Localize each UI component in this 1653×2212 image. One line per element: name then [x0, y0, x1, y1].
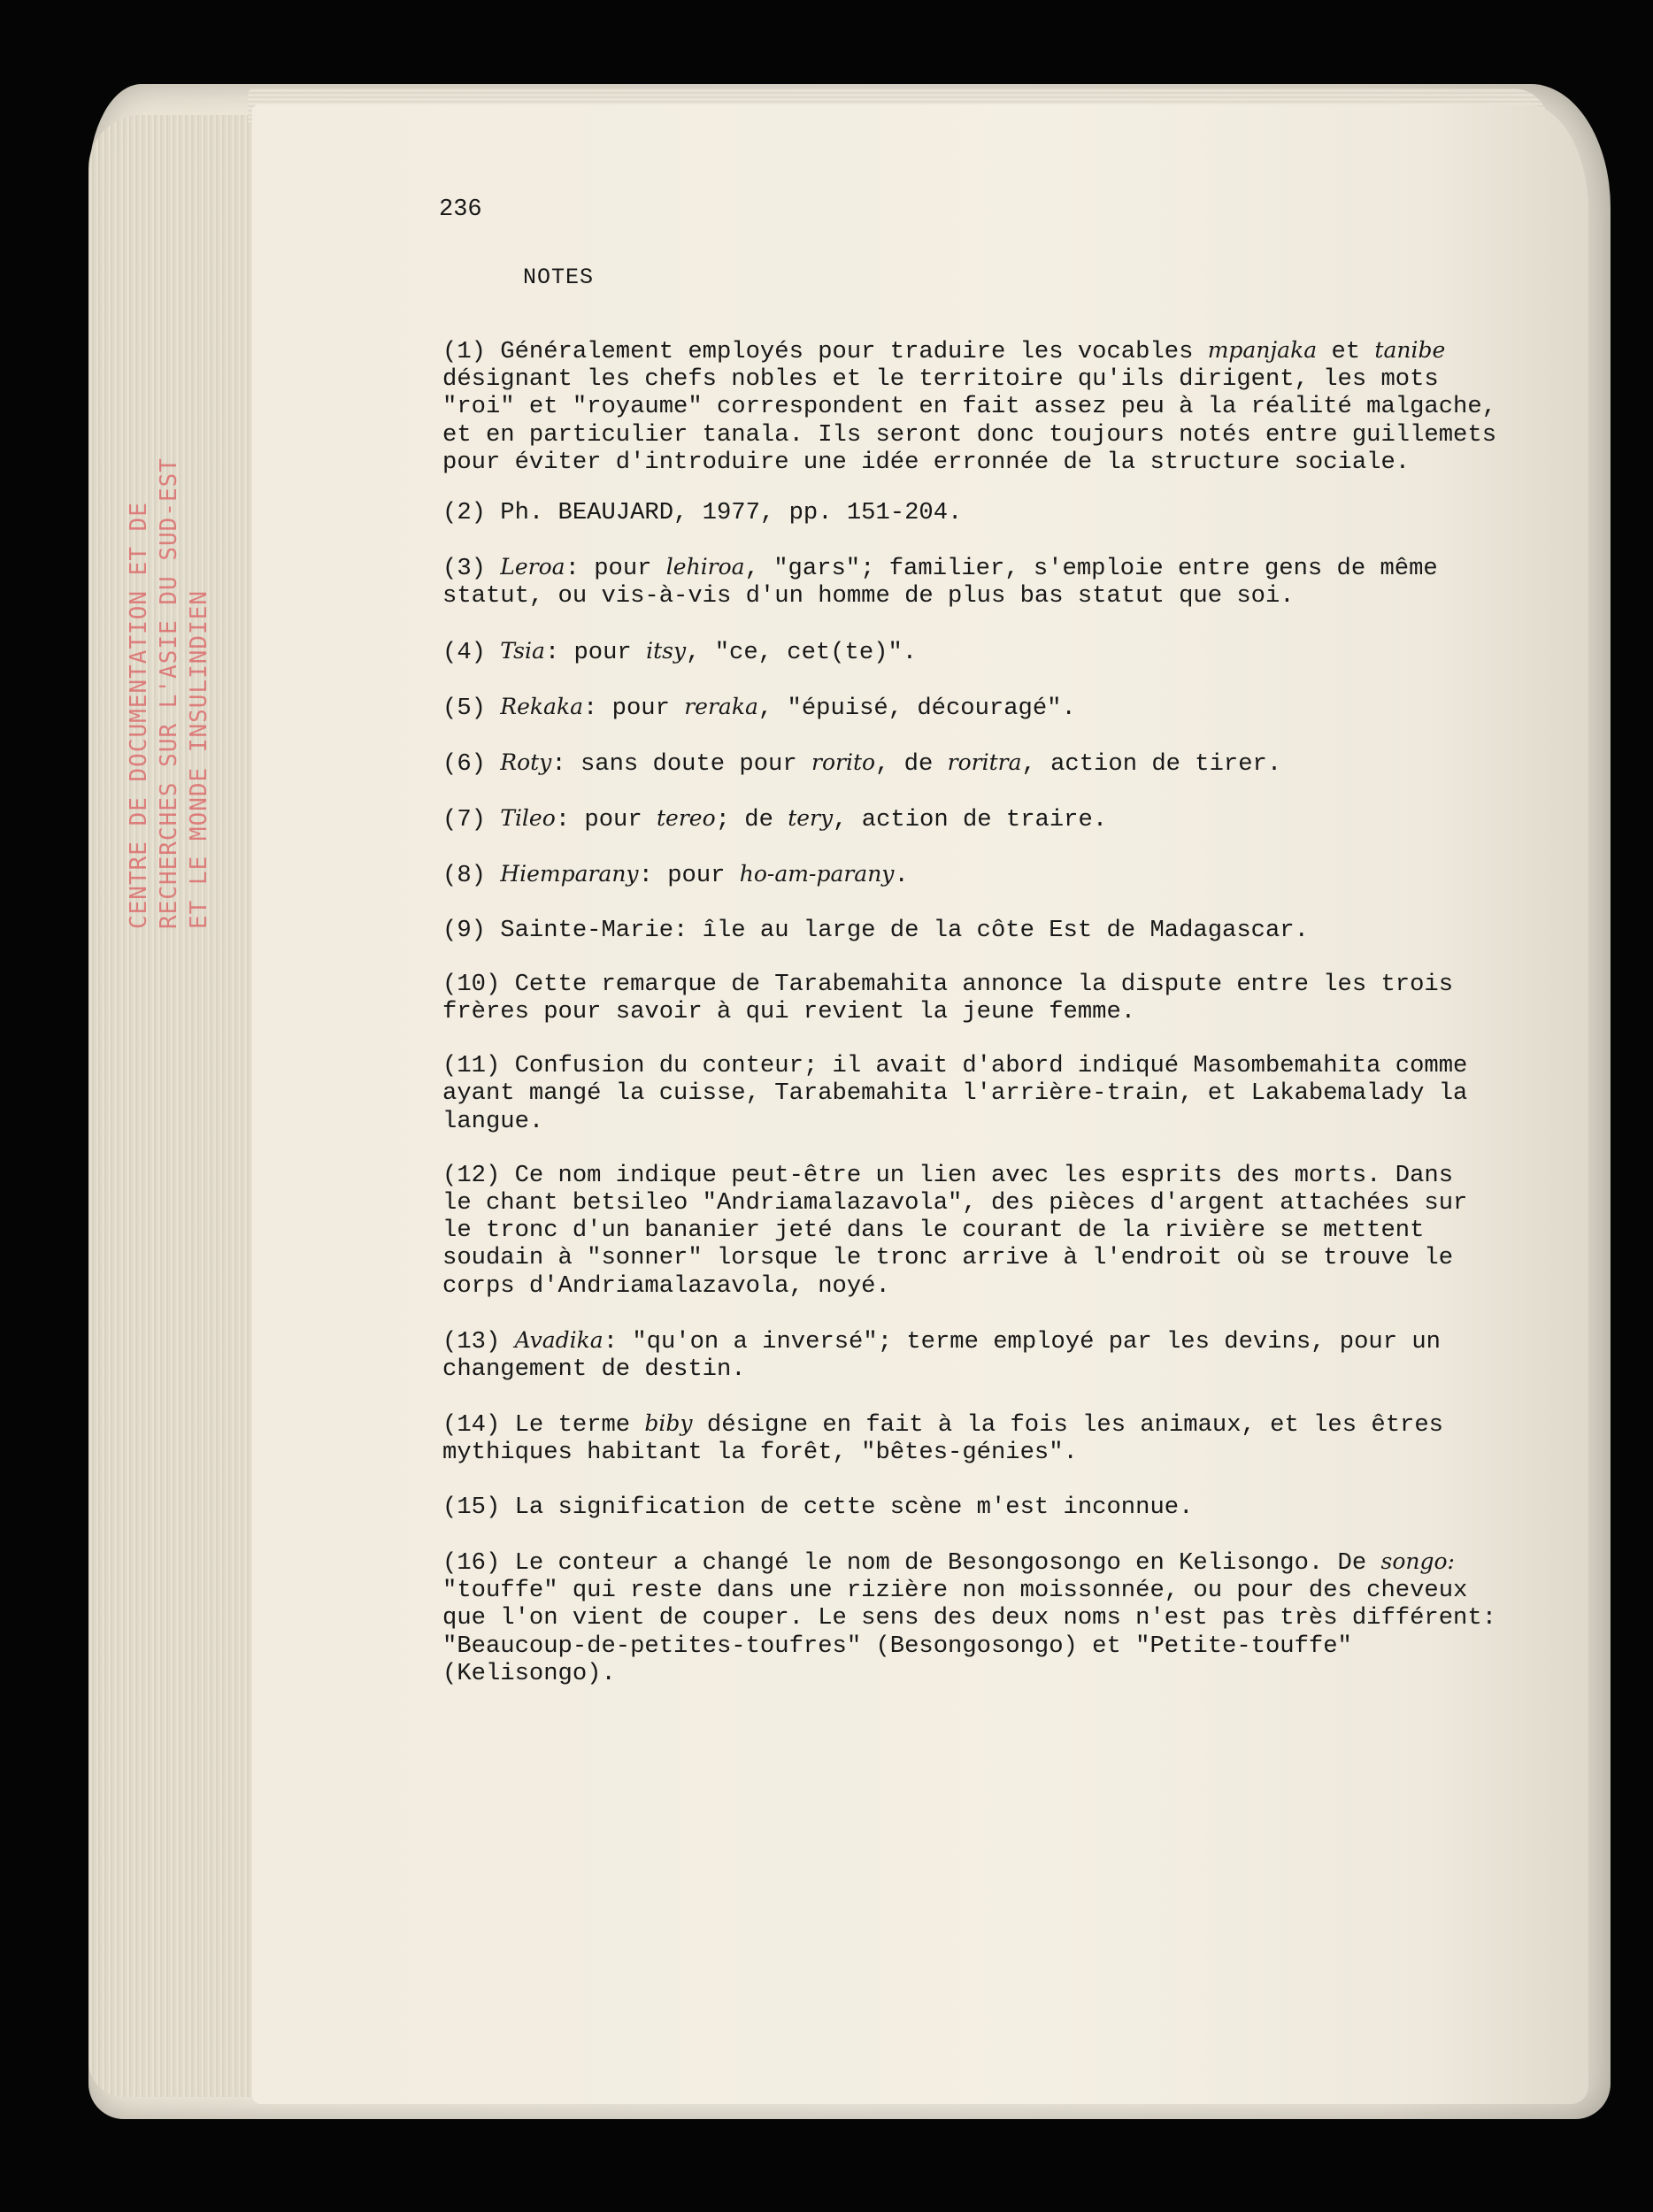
- note-text: (2) Ph. BEAUJARD, 1977, pp. 151-204.: [442, 499, 963, 527]
- notes-list: [442, 336, 1504, 1714]
- note-line: [442, 421, 1504, 449]
- note-text: (13): [442, 1327, 515, 1356]
- note-italic-term: ho-am-parany: [739, 861, 895, 887]
- note-line: [442, 860, 1504, 889]
- note-text: et en particulier tanala. Ils seront donc toujours notés entre guillemets: [442, 420, 1497, 449]
- note-text: (9) Sainte-Marie: île au large de la côte Est de Madagascar.: [442, 916, 1309, 944]
- page-edges-left: [88, 115, 257, 2097]
- note-8: [442, 860, 1504, 889]
- note-11: [442, 1052, 1504, 1135]
- note-text: statut, ou vis-à-vis d'un homme de plus bas statut que soi.: [442, 582, 1295, 611]
- note-line: [442, 917, 1504, 944]
- stamp-line: RECHERCHES SUR L'ASIE DU SUD-EST: [156, 457, 182, 929]
- note-text: : pour: [544, 638, 647, 666]
- note-text: corps d'Andriamalazavola, noyé.: [442, 1271, 890, 1300]
- note-16: [442, 1548, 1504, 1687]
- note-text: : "qu'on a inversé"; terme employé par les devins, pour un: [603, 1327, 1441, 1356]
- note-line: [442, 1272, 1504, 1300]
- note-italic-term: roritra: [947, 749, 1022, 776]
- note-line: [442, 1052, 1504, 1079]
- note-text: ; de: [715, 806, 788, 834]
- note-line: [442, 1108, 1504, 1135]
- note-italic-term: reraka: [684, 693, 758, 719]
- note-text: (12) Ce nom indique peut-être un lien avec les esprits des morts. Dans: [442, 1161, 1454, 1189]
- note-13: [442, 1326, 1504, 1383]
- note-text: (5): [442, 694, 501, 722]
- note-text: : pour: [583, 694, 685, 722]
- note-line: [442, 553, 1504, 582]
- note-text: , de: [875, 750, 948, 779]
- note-line: [442, 971, 1504, 998]
- note-text: (16) Le conteur a changé le nom de Besongosongo en Kelisongo. De: [442, 1548, 1381, 1577]
- page-heading: NOTES: [523, 265, 595, 290]
- note-2: [442, 499, 1504, 526]
- note-text: langue.: [442, 1107, 544, 1135]
- note-line: [442, 1217, 1504, 1244]
- note-14: [442, 1409, 1504, 1466]
- note-text: (8): [442, 862, 501, 890]
- note-4: [442, 637, 1504, 666]
- note-7: [442, 804, 1504, 833]
- note-italic-term: biby: [644, 1410, 693, 1437]
- note-line: [442, 336, 1504, 365]
- note-3: [442, 553, 1504, 610]
- note-text: (15) La signification de cette scène m'est inconnue.: [442, 1493, 1194, 1521]
- note-text: (Kelisongo).: [442, 1659, 616, 1687]
- note-italic-term: Roty: [500, 749, 552, 776]
- note-15: [442, 1494, 1504, 1521]
- note-line: [442, 1577, 1504, 1604]
- note-line: [442, 749, 1504, 778]
- note-italic-term: mpanjaka: [1207, 337, 1318, 363]
- note-text: (6): [442, 750, 501, 779]
- note-text: , action de tirer.: [1021, 750, 1282, 779]
- note-text: le tronc d'un bananier jeté dans le courant de la rivière se mettent: [442, 1217, 1425, 1245]
- note-line: [442, 637, 1504, 666]
- note-text: et: [1317, 338, 1375, 365]
- note-12: [442, 1162, 1504, 1300]
- note-text: désigne en fait à la fois les animaux, et les êtres: [692, 1411, 1443, 1440]
- note-italic-term: songo:: [1380, 1548, 1455, 1574]
- note-text: : pour: [565, 555, 666, 583]
- note-italic-term: itsy: [646, 637, 687, 664]
- note-10: [442, 971, 1504, 1025]
- note-italic-term: Avadika: [514, 1326, 604, 1353]
- note-italic-term: Hiemparany: [500, 861, 639, 887]
- note-text: , "gars"; familier, s'emploie entre gens de même: [744, 555, 1438, 583]
- note-text: changement de destin.: [442, 1356, 746, 1384]
- note-line: [442, 998, 1504, 1025]
- note-text: frères pour savoir à qui revient la jeune femme.: [442, 998, 1136, 1026]
- note-text: "Beaucoup-de-petites-toufres" (Besongosongo) et "Petite-touffe": [442, 1632, 1352, 1660]
- note-text: : pour: [555, 806, 657, 834]
- note-line: [442, 1326, 1504, 1356]
- note-5: [442, 693, 1504, 722]
- note-italic-term: Tileo: [500, 805, 556, 832]
- page-number: 236: [439, 196, 482, 223]
- note-text: (3): [442, 555, 501, 583]
- note-text: (4): [442, 638, 501, 666]
- stamp-line: CENTRE DE DOCUMENTATION ET DE: [126, 502, 152, 929]
- note-italic-term: tery: [788, 805, 834, 832]
- note-line: [442, 1162, 1504, 1189]
- note-line: [442, 1439, 1504, 1466]
- note-line: [442, 393, 1504, 420]
- stamp-line: ET LE MONDE INSULINDIEN: [186, 589, 212, 929]
- note-text: "touffe" qui reste dans une rizière non moissonnée, ou pour des cheveux: [442, 1577, 1468, 1605]
- note-line: [442, 1632, 1504, 1660]
- note-line: [442, 804, 1504, 833]
- note-text: soudain à "sonner" lorsque le tronc arrive à l'endroit où se trouve le: [442, 1244, 1454, 1272]
- note-line: [442, 693, 1504, 722]
- note-text: .: [894, 862, 909, 890]
- note-italic-term: Leroa: [500, 554, 565, 580]
- note-text: (14) Le terme: [442, 1411, 645, 1440]
- note-text: : pour: [638, 862, 740, 890]
- note-italic-term: tereo: [657, 805, 716, 832]
- note-italic-term: Tsia: [500, 637, 545, 664]
- note-italic-term: tanibe: [1374, 337, 1446, 363]
- note-text: "roi" et "royaume" correspondent en fait assez peu à la réalité malgache,: [442, 393, 1497, 421]
- note-line: [442, 1356, 1504, 1383]
- note-text: ayant mangé la cuisse, Tarabemahita l'arrière-train, et Lakabemalady la: [442, 1079, 1468, 1108]
- note-text: (1) Généralement employés pour traduire les vocables: [442, 338, 1208, 365]
- note-line: [442, 1189, 1504, 1217]
- note-text: : sans doute pour: [551, 750, 811, 779]
- library-stamp: [124, 457, 214, 929]
- note-line: [442, 582, 1504, 610]
- note-italic-term: rorito: [811, 749, 876, 776]
- note-text: que l'on vient de couper. Le sens des deux noms n'est pas très différent:: [442, 1604, 1497, 1632]
- note-line: [442, 449, 1504, 476]
- note-line: [442, 499, 1504, 526]
- note-line: [442, 1604, 1504, 1632]
- note-6: [442, 749, 1504, 778]
- note-italic-term: lehiroa: [665, 554, 745, 580]
- note-text: mythiques habitant la forêt, "bêtes-génies".: [442, 1439, 1078, 1467]
- note-line: [442, 1660, 1504, 1687]
- note-text: (11) Confusion du conteur; il avait d'abord indiqué Masombemahita comme: [442, 1052, 1468, 1080]
- note-1: [442, 336, 1504, 476]
- note-text: , action de traire.: [833, 806, 1108, 834]
- note-line: [442, 1548, 1504, 1577]
- note-text: (7): [442, 806, 501, 834]
- note-text: (10) Cette remarque de Tarabemahita annonce la dispute entre les trois: [442, 970, 1454, 998]
- note-text: , "ce, cet(te)".: [686, 638, 918, 666]
- note-9: [442, 917, 1504, 944]
- note-line: [442, 365, 1504, 393]
- note-line: [442, 1079, 1504, 1107]
- note-text: le chant betsileo "Andriamalazavola", des pièces d'argent attachées sur: [442, 1189, 1468, 1217]
- note-line: [442, 1409, 1504, 1439]
- note-line: [442, 1494, 1504, 1521]
- note-italic-term: Rekaka: [500, 693, 583, 719]
- note-text: désignant les chefs nobles et le territoire qu'ils dirigent, les mots: [442, 365, 1439, 394]
- note-line: [442, 1244, 1504, 1271]
- note-text: pour éviter d'introduire une idée erronnée de la structure sociale.: [442, 448, 1411, 476]
- note-text: , "épuisé, découragé".: [757, 694, 1076, 722]
